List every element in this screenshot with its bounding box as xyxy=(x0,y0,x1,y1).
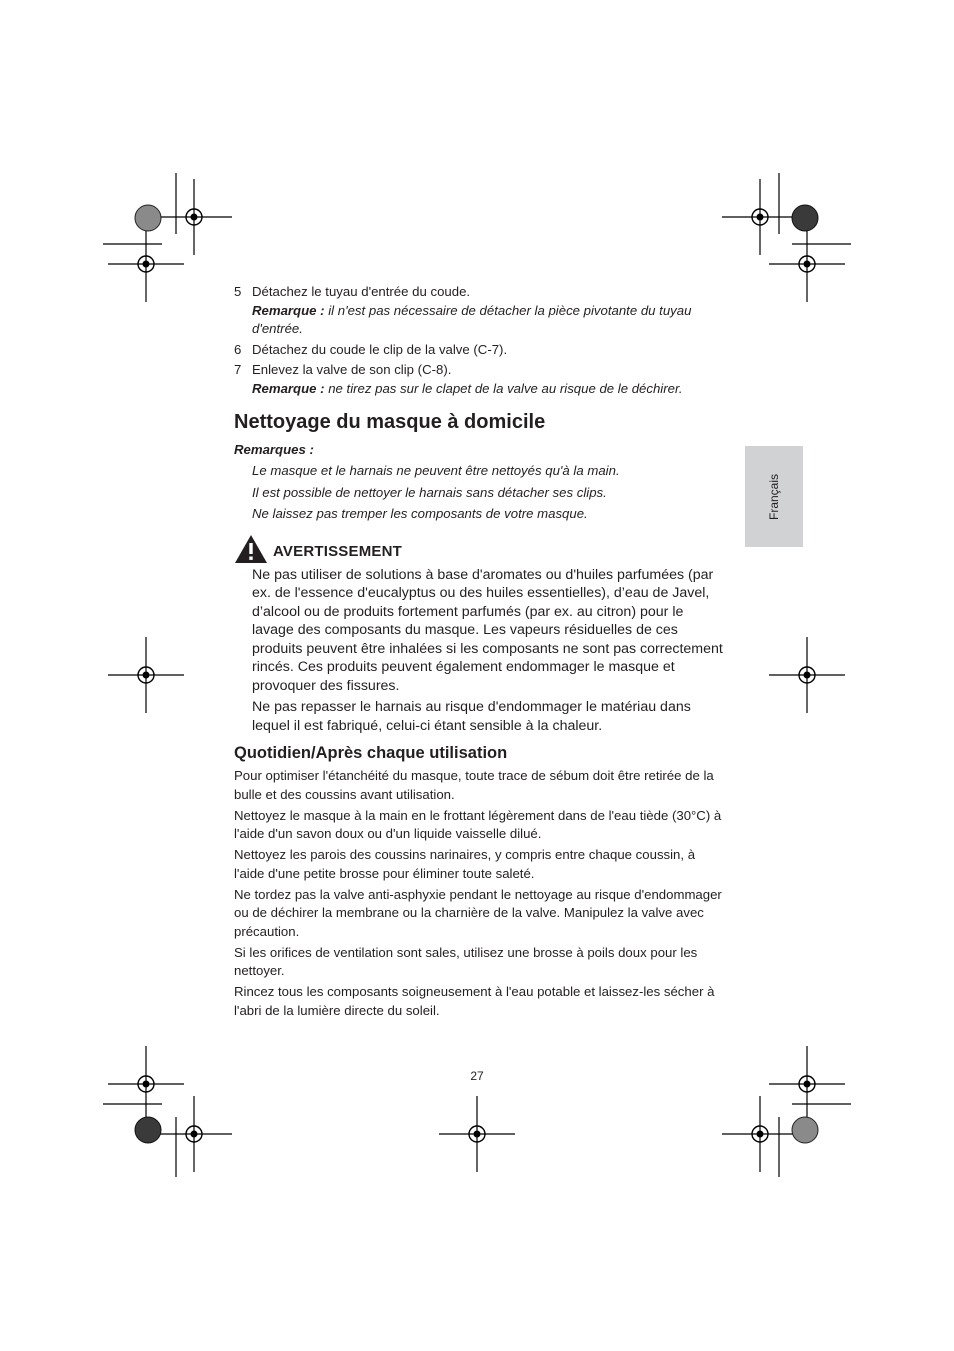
warning-title: AVERTISSEMENT xyxy=(273,542,403,560)
step-number: 7 xyxy=(234,362,242,377)
instruction-paragraph: Rincez tous les composants soigneusement à l'eau potable et laissez-les sécher à l'abri de la lumière directe du soleil. xyxy=(234,984,715,1018)
step-note xyxy=(252,302,729,339)
remarks-heading: Remarques : xyxy=(234,442,314,457)
note-label: Remarque : xyxy=(252,380,325,396)
step-text-end: ). xyxy=(443,362,452,377)
step-text-end: ). xyxy=(499,341,508,357)
step-5 xyxy=(234,283,729,339)
step-note xyxy=(252,380,729,399)
instruction-paragraph: Si les orifices de ventilation sont sales, utilisez une brosse à poils doux pour les nettoyer. xyxy=(234,944,698,978)
warning-triangle-icon xyxy=(234,534,268,564)
warning-paragraph: Ne pas repasser le harnais au risque d'endommager le matériau dans lequel il est fabriqué, celui-ci étant sensible à la chaleur. xyxy=(252,699,691,734)
language-tab-label: Français xyxy=(767,473,781,520)
note-label: Remarque : xyxy=(252,302,325,318)
warning-header xyxy=(234,536,729,566)
steps-list xyxy=(234,283,729,398)
step-text: Détachez le tuyau d'entrée du coude. xyxy=(252,284,471,299)
instruction-paragraph: Ne tordez pas la valve anti-asphyxie pendant le nettoyage au risque d'endommager ou de déchirer la membrane ou la charnière de la valve. Manipulez la valve avec précaution. xyxy=(234,886,722,939)
figure-ref: C-8 xyxy=(422,362,444,377)
page-number: 27 xyxy=(470,1069,484,1083)
warning-text xyxy=(234,566,729,736)
remark-item: Le masque et le harnais ne peuvent être nettoyés qu'à la main. xyxy=(252,463,620,478)
instruction-paragraph: Nettoyez les parois des coussins narinaires, y compris entre chaque coussin, à l'aide d'une petite brosse pour éliminer toute saleté. xyxy=(234,847,696,881)
daily-instructions xyxy=(234,767,729,1020)
note-text: ne tirez pas sur le clapet de la valve au risque de le déchirer. xyxy=(324,380,683,396)
step-text: Enlevez la valve de son clip ( xyxy=(252,362,423,377)
figure-ref: C-7 xyxy=(477,341,500,357)
instruction-paragraph: Pour optimiser l'étanchéité du masque, toute trace de sébum doit être retirée de la bulle et des coussins avant utilisation. xyxy=(234,768,714,802)
step-text: Détachez du coude le clip de la valve ( xyxy=(252,341,478,357)
step-6 xyxy=(234,341,729,360)
remarks xyxy=(234,441,729,524)
remarks-list xyxy=(234,462,729,524)
section-title: Nettoyage du masque à domicile xyxy=(234,411,546,433)
note-text: il n'est pas nécessaire de détacher la pièce pivotante du tuyau d'entrée. xyxy=(252,302,692,336)
language-tab xyxy=(745,446,803,547)
subsection-title: Quotidien/Après chaque utilisation xyxy=(234,744,508,762)
step-number: 5 xyxy=(234,284,242,299)
remark-item: Ne laissez pas tremper les composants de votre masque. xyxy=(252,506,588,521)
page-content xyxy=(234,283,729,1023)
warning-paragraph: Ne pas utiliser de solutions à base d'aromates ou d'huiles parfumées (par ex. de l'essence d'eucalyptus ou des huiles essentielles), d’eau de Javel, d’alcool ou de produits fortement parfumés (par ex. au citron) pour le lavage des composants du masque. Les vapeurs résiduelles de ces produits peuvent être inhalées si les composants ne sont pas correctement rincés. Ces produits peuvent également endommager le masque et provoquer des fissures. xyxy=(252,566,723,694)
step-number: 6 xyxy=(234,341,242,357)
instruction-paragraph: Nettoyez le masque à la main en le frottant légèrement dans de l'eau tiède (30°C) à l'aide d'un savon doux ou d'un liquide vaisselle dilué. xyxy=(234,807,722,841)
remark-item: Il est possible de nettoyer le harnais sans détacher ses clips. xyxy=(252,484,607,500)
step-7 xyxy=(234,361,729,398)
